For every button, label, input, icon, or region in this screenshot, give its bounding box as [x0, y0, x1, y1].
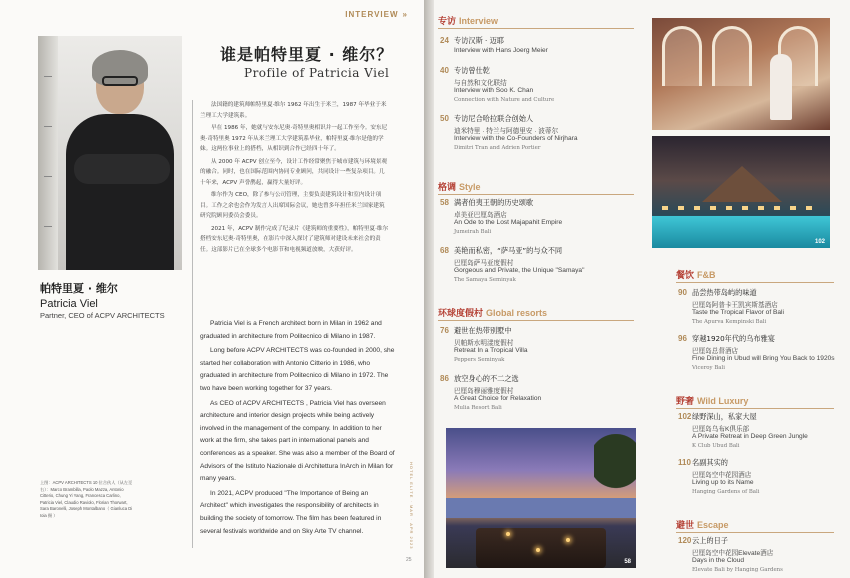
toc-subtitle-cn: 巴厘岛萨马亚度假村: [454, 260, 514, 267]
toc-title-en: Gorgeous and Private, the Unique "Samaya": [454, 267, 585, 274]
cn-paragraph: 2021 年，ACPV 制作完成了纪录片《建筑师的重要性》，帕特里夏·维尔搭档安东尼奥·奇特里奥，在影片中深入探讨了建筑师对建设未来社会的责任。这部影片已在全球多个电影节和电视频道放映，大获好评。: [200, 225, 389, 253]
toc-subtitle-cn: 巴厘岛穆丽雅度假村: [454, 388, 514, 395]
toc-title-en: An Ode to the Lost Majapahit Empire: [454, 219, 563, 226]
en-paragraph: As CEO of ACPV ARCHITECTS , Patricia Viel has overseen architecture and interior design projects while being actively involved in the management of the company. In addition to her work at the firm, she takes part in international panels and conferences as a speaker. She was also a member of the Board of Advisors of the Istituto Nazionale di Architettura InArch in Milan for many years.: [200, 399, 395, 483]
photo-page-number: 102: [814, 239, 825, 245]
section-title-cn: 避世: [676, 521, 695, 531]
section-title-cn: 格调: [438, 183, 457, 193]
section-style: [438, 180, 481, 193]
section-rule: [676, 408, 834, 409]
en-paragraph: Long before ACPV ARCHITECTS was co-founded in 2000, she started her collaboration with Antonio Citterio in 1986, who graduated in architecture from Politecnico di Milano in 1972. The two have been working together for 37 years.: [200, 347, 395, 392]
toc-subtitle-cn: 迪米特里 · 特兰与阿德里安 · 波蒂尔: [454, 128, 559, 135]
section-rule: [438, 320, 634, 321]
toc-title-cn: 美艳而私密，“萨马亚”的与众不同: [454, 246, 563, 255]
section-rule: [676, 532, 834, 533]
section-title-en: Wild Luxury: [697, 396, 749, 406]
toc-title-en: Fine Dining in Ubud will Bring You Back to 1920s: [692, 355, 835, 362]
portrait-body: [66, 114, 174, 270]
toc-title-cn: 满者伯夷王朝的历史颂歌: [454, 198, 534, 207]
toc-title-en: A Great Choice for Relaxation: [454, 395, 542, 402]
toc-title-cn: 避世在热带别墅中: [454, 326, 512, 335]
toc-title-en: Days in the Cloud: [692, 557, 745, 564]
portrait-arms: [74, 154, 170, 184]
toc-subtitle-cn: 巴厘岛阿普卡王凯宾斯基酒店: [692, 302, 778, 309]
portrait-photo: [38, 36, 182, 270]
toc-subtitle-en: The Apurva Kempinski Bali: [692, 319, 767, 325]
toc-page-number: 86: [440, 374, 449, 383]
photo-caption: 上图：ACPV ARCHITECTS 10 位合伙人（从左至右）：Marco Brambilla, Paolo Mazza, Antonio Citterio, Chung Yi Yang, Francesca Carlino, Patricia Viel, Claudio Raviolo, Florian Thorwart, Sara Baronelli, Joseph Montalbano（ Gianluca Di Ioia 摄 ）: [40, 480, 133, 518]
toc-title-cn: 专访汉斯 · 迈耶: [454, 36, 504, 45]
section-escape: [676, 518, 729, 531]
toc-subtitle-cn: 卓美亚巴厘岛酒店: [454, 212, 507, 219]
section-title-en: Interview: [459, 16, 499, 26]
dining-photo: [652, 18, 830, 130]
toc-page-number: 50: [440, 114, 449, 123]
toc-subtitle-en: Mulia Resort Bali: [454, 405, 502, 411]
section-title-cn: 餐饮: [676, 271, 695, 281]
toc-page-number: 40: [440, 66, 449, 75]
en-paragraph: In 2021, ACPV produced "The Importance of Being an Architect" which investigates the responsibility of architects in building the society of tomorrow. The film has been featured in several festivals worldwide and on Sky Arte TV channel.: [200, 489, 382, 535]
toc-subtitle-en: Elevate Bali by Hanging Gardens: [692, 567, 783, 573]
toc-title-cn: 品尝热带岛屿的味道: [692, 288, 757, 297]
toc-page-number: 102: [678, 412, 692, 421]
toc-title-cn: 放空身心的不二之选: [454, 374, 519, 383]
page-gutter: [424, 0, 434, 578]
toc-title-en: Retreat In a Tropical Villa: [454, 347, 528, 354]
section-global-resorts: [438, 306, 547, 319]
section-title-en: Global resorts: [486, 308, 548, 318]
section-rule: [438, 28, 634, 29]
toc-subtitle-en: Peppers Seminyak: [454, 357, 505, 363]
section-rule: [676, 282, 834, 283]
toc-subtitle-en: Hanging Gardens of Bali: [692, 489, 760, 495]
toc-subtitle-cn: 巴厘岛乌布K俱乐部: [692, 426, 750, 433]
toc-subtitle-cn: 贝帕斯水明漾度假村: [454, 340, 514, 347]
toc-title-en: Interview with Soo K. Chan: [454, 87, 534, 94]
magazine-spine: HOTEL ELITE · MAR · APR 2023: [409, 462, 414, 550]
article-title-en: Profile of Patricia Viel: [244, 66, 390, 80]
toc-title-cn: 专访尼合哈拉联合创始人: [454, 114, 534, 123]
en-paragraph: Patricia Viel is a French architect born in Milan in 1962 and graduated in architecture from Politecnico di Milano in 1987.: [200, 320, 382, 340]
toc-page-number: 24: [440, 36, 449, 45]
section-title-cn: 专访: [438, 17, 457, 27]
window-frame: [38, 36, 58, 270]
toc-page-number: 76: [440, 326, 449, 335]
section-title-en: F&B: [697, 270, 716, 280]
section-rule: [438, 194, 634, 195]
photo-page-number: 58: [624, 559, 631, 565]
right-page-contents: [434, 0, 850, 578]
toc-page-number: 96: [678, 334, 687, 343]
toc-page-number: 58: [440, 198, 449, 207]
toc-title-cn: 云上的日子: [692, 536, 728, 545]
section-title-cn: 环球度假村: [438, 309, 484, 319]
toc-page-number: 120: [678, 536, 692, 545]
section-header-label: INTERVIEW: [345, 10, 399, 19]
english-body-text: [200, 318, 395, 540]
left-page: [0, 0, 424, 578]
toc-subtitle-en: Jumeirah Bali: [454, 229, 492, 235]
profile-role: Partner, CEO of ACPV ARCHITECTS: [40, 311, 165, 320]
cn-paragraph: 早在 1986 年，她就与安东尼奥·奇特里奥相识并一起工作至今。安东尼奥·奇特里奥 1972 年从米兰理工大学建筑系毕业，帕特里夏·维尔是他的学妹。这两位事业上的搭档，从相识到合作已经四十年了。: [200, 125, 388, 152]
toc-title-cn: 绿野深山，私家大屋: [692, 412, 757, 421]
section-title-cn: 野奢: [676, 397, 695, 407]
profile-name-en: Patricia Viel: [40, 298, 98, 310]
toc-title-en: A Private Retreat in Deep Green Jungle: [692, 433, 808, 440]
toc-page-number: 110: [678, 458, 691, 467]
toc-subtitle-en: Viceroy Bali: [692, 365, 725, 371]
toc-subtitle-en: K Club Ubud Bali: [692, 443, 740, 449]
toc-subtitle-cn: 巴厘岛总督酒店: [692, 348, 739, 355]
toc-title-cn: 穿越1920年代的乌布雅宴: [692, 334, 775, 343]
pool-villa-photo: [652, 136, 830, 248]
toc-subtitle-cn: 巴厘岛空中花园Elevate酒店: [692, 550, 774, 557]
profile-name-cn: 帕特里夏 · 维尔: [40, 282, 118, 295]
toc-subtitle-cn: 与自然和文化联结: [454, 80, 507, 87]
cn-paragraph: 维尔作为 CEO，除了参与公司管理，主要负责建筑设计和室内设计项目。工作之余也会作为发言人出席国际会议，她也曾多年担任米兰国家建筑研究院顾问委员会委员。: [200, 192, 385, 219]
cn-paragraph: 法国籍的建筑师帕特里夏·维尔 1962 年出生于米兰，1987 年毕业于米兰理工大学建筑系。: [200, 102, 387, 119]
toc-subtitle-en: Dimitri Tran and Adrien Portier: [454, 145, 541, 151]
section-interview: [438, 14, 498, 27]
toc-title-en: Interview with Hans Joerg Meier: [454, 47, 548, 54]
section-header: [345, 10, 408, 19]
column-divider: [192, 100, 193, 548]
section-title-en: Escape: [697, 520, 729, 530]
sunset-dining-photo: [446, 428, 636, 568]
toc-title-cn: 名副其实的: [692, 458, 728, 467]
chevron-right-icon: »: [402, 10, 408, 19]
section-fnb: [676, 268, 716, 281]
profile-name-block: [40, 280, 118, 310]
portrait-glasses: [102, 76, 138, 86]
toc-title-cn: 专访曾仕乾: [454, 66, 490, 75]
toc-title-en: Taste the Tropical Flavor of Bali: [692, 309, 784, 316]
chinese-body-text: [200, 100, 390, 257]
toc-title-en: Living up to its Name: [692, 479, 754, 486]
toc-subtitle-en: The Samaya Seminyak: [454, 277, 516, 283]
section-title-en: Style: [459, 182, 481, 192]
toc-page-number: 68: [440, 246, 449, 255]
toc-page-number: 90: [678, 288, 687, 297]
section-wild-luxury: [676, 394, 748, 407]
toc-title-en: Interview with the Co-Founders of Nirjhara: [454, 135, 578, 142]
article-title-cn: 谁是帕特里夏 · 维尔？: [220, 45, 394, 64]
toc-subtitle-cn: 巴厘岛空中花园酒店: [692, 472, 752, 479]
cn-paragraph: 从 2000 年 ACPV 创立至今，设计工作经常聚焦于城市建筑与环境景观的融合。同时，也在国际范围内协同专业顾问，共同设计一些复杂项目。几十年来，ACPV 声誉鹊起，赢得大量好评。: [200, 158, 388, 186]
page-number: 25: [406, 557, 412, 563]
toc-subtitle-en: Connection with Nature and Culture: [454, 97, 555, 103]
